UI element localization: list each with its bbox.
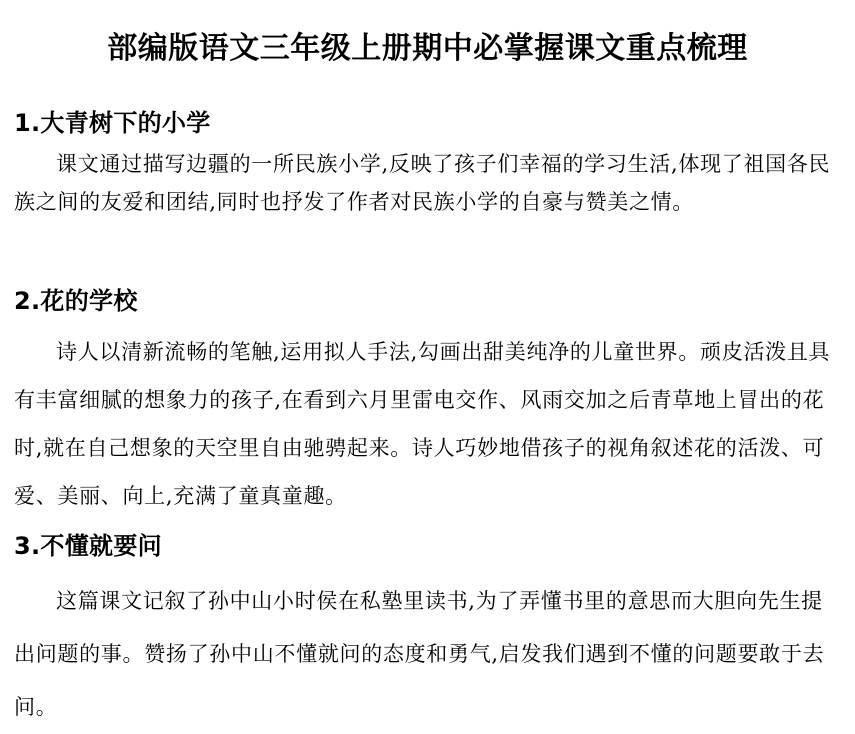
document-title: 部编版语文三年级上册期中必掌握课文重点梳理 — [107, 31, 748, 67]
section-heading: 1.大青树下的小学 — [14, 109, 211, 137]
section-hua-de-xue-xiao — [14, 286, 844, 520]
section-heading: 2.花的学校 — [14, 287, 138, 315]
section-da-qing-shu — [14, 108, 844, 221]
section-paragraph: 诗人以清新流畅的笔触,运用拟人手法,勾画出甜美纯净的儿童世界。顽皮活泼且具有丰富细腻的想象力的孩子,在看到六月里雷电交作、风雨交加之后青草地上冒出的花时,就在自己想象的天空里自由驰骋起来。诗人巧妙地借孩子的视角叙述花的活泼、可爱、美丽、向上,充满了童真童趣。 — [14, 340, 831, 508]
section-heading: 3.不懂就要问 — [14, 532, 162, 560]
section-paragraph: 这篇课文记叙了孙中山小时侯在私塾里读书,为了弄懂书里的意思而大胆向先生提出问题的事。赞扬了孙中山不懂就问的态度和勇气,启发我们遇到不懂的问题要敢于去问。 — [14, 589, 825, 719]
section-bu-dong-jiu-yao-wen — [14, 531, 844, 734]
section-paragraph: 课文通过描写边疆的一所民族小学,反映了孩子们幸福的学习生活,体现了祖国各民族之间的友爱和团结,同时也抒发了作者对民族小学的自豪与赞美之情。 — [14, 152, 831, 214]
